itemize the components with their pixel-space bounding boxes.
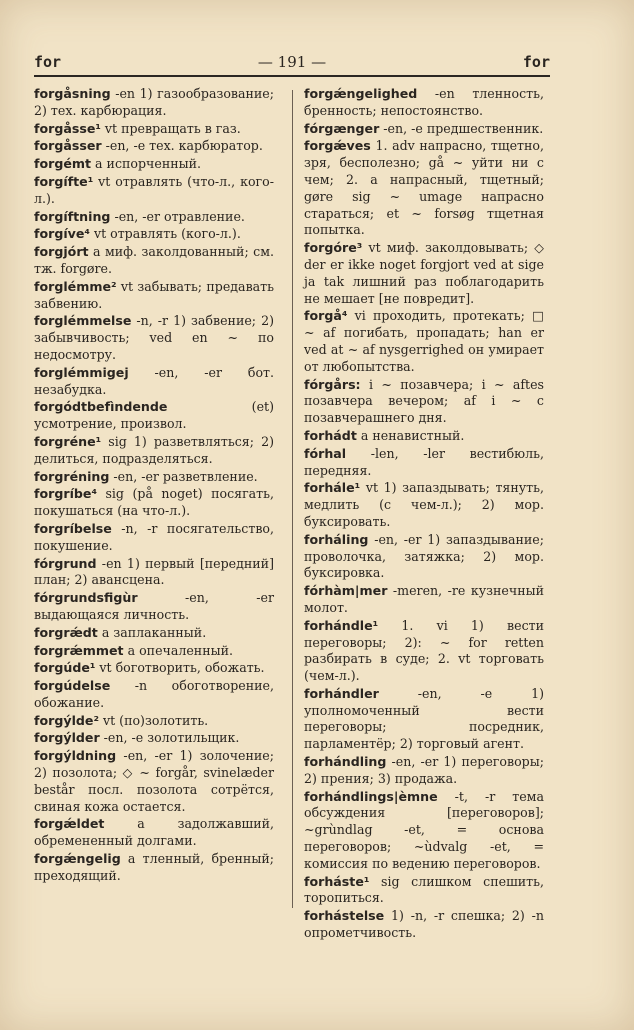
entry-headword: forgǽngelighed (304, 86, 418, 101)
entry-headword: forgréne¹ (34, 433, 102, 449)
entry-definition: vt отравлять (кого-л.). (89, 226, 241, 242)
entry-headword: fórgrund (34, 555, 97, 571)
dictionary-entry (34, 399, 274, 433)
entry-definition: vt отравлять (что-л., кого-л.). (34, 173, 274, 206)
entry-headword: forgúde¹ (34, 660, 96, 676)
dictionary-entry (34, 556, 274, 590)
entry-headword: forgríbe⁴ (34, 486, 97, 502)
entry-definition: (et) усмотрение, произвол. (34, 399, 274, 432)
entry-definition: -en, -er 1) переговоры; 2) прения; 3) продажа. (304, 754, 544, 786)
entry-definition: sig (på noget) посягать, покушаться (на что-л.). (34, 486, 274, 519)
entry-definition: a опечаленный. (123, 642, 234, 658)
entry-headword: forgå⁴ (304, 308, 348, 324)
entry-headword: forgríbelse (34, 520, 112, 536)
dictionary-entry (34, 138, 274, 155)
entry-definition: -t, -r тема обсуждения [переговоров]; ~grùndlag -et, = основа переговоров; ~ùdvalg -et, = комиссия по ведению переговоров. (304, 788, 544, 871)
entry-definition: -en 1) газообразование; 2) тех. карбюрация. (34, 86, 274, 118)
dictionary-entry (304, 618, 544, 685)
entry-headword: forgåsse¹ (34, 120, 101, 136)
entry-definition: -en, -er бот. незабудка. (34, 364, 274, 397)
column-divider (292, 90, 293, 908)
entry-headword: fórgænger (304, 120, 380, 136)
dictionary-entry (304, 240, 544, 307)
entry-definition: vt боготворить, обожать. (95, 660, 265, 676)
entry-headword: fórgårs: (304, 376, 361, 392)
entry-definition: -n, -r посягательство, покушение. (34, 520, 274, 553)
entry-definition: -en, -er разветвление. (109, 468, 258, 484)
dictionary-entry (34, 730, 274, 747)
dictionary-entry (34, 713, 274, 730)
entry-definition: -n обоготворение, обожание. (34, 678, 274, 710)
entry-headword: forhástelse (304, 908, 385, 924)
entry-definition: -en, -e тех. карбюратор. (101, 138, 263, 154)
dictionary-entry (34, 86, 274, 120)
entry-definition: vt превращать в газ. (100, 120, 241, 136)
entry-headword: forgýlde² (34, 712, 99, 728)
dictionary-entry (34, 748, 274, 815)
dictionary-entry (34, 851, 274, 885)
dictionary-entry (304, 874, 544, 908)
entry-headword: forgífte¹ (34, 173, 94, 189)
entry-headword: forgjórt (34, 244, 89, 260)
entry-definition: -en, -e золотильщик. (99, 730, 240, 746)
dictionary-entry (34, 244, 274, 278)
entry-headword: forhándling (304, 754, 387, 770)
left-running-head: for (34, 53, 62, 71)
dictionary-entry (34, 365, 274, 399)
dictionary-entry (304, 86, 544, 120)
dictionary-entry (34, 521, 274, 555)
entry-definition: a испорченный. (91, 156, 202, 172)
entry-definition: 1. vi 1) вести переговоры; 2): ~ for retten разбирать в суде; 2. vt торговать (чем-л.). (304, 617, 544, 684)
entry-headword: fórhàm|mer (304, 583, 388, 599)
entry-headword: forgåsning (34, 86, 111, 101)
dictionary-entry (34, 121, 274, 138)
dictionary-entry (34, 209, 274, 226)
entry-headword: forglémme² (34, 278, 117, 294)
dictionary-entry (34, 279, 274, 313)
entry-definition: -en тленность, бренность; непостоянство. (304, 86, 544, 118)
entry-headword: forgóre³ (304, 240, 363, 256)
entry-definition: a миф. заколдованный; см. тж. forgøre. (34, 244, 274, 276)
entry-headword: forgíve⁴ (34, 226, 90, 242)
entry-headword: forgúdelse (34, 678, 111, 694)
dictionary-entry (34, 469, 274, 486)
entry-definition: a тленный, бренный; преходящий. (34, 851, 274, 883)
entry-headword: forgåsser (34, 138, 102, 154)
entry-headword: forháste¹ (304, 873, 370, 889)
entry-definition: 1) -n, -r спешка; 2) -n опрометчивость. (304, 908, 544, 941)
dictionary-entry (34, 486, 274, 520)
left-column (34, 86, 274, 886)
entry-headword: forgrǽmmet (34, 642, 124, 658)
entry-definition: -en, -e 1) уполномоченный вести переговоры; посредник, парламентёр; 2) торговый агент. (304, 685, 544, 752)
entry-definition: -en, -e предшественник. (379, 120, 544, 136)
entry-definition: 1. adv напрасно, тщетно, зря, бесполезно; gå ~ уйти ни с чем; 2. a напрасный, тщетный; gøre sig ~ umage напрасно стараться; et ~ forsøg тщетная попытка. (304, 138, 544, 238)
right-column (304, 86, 544, 943)
entry-headword: forhádt (304, 427, 357, 443)
header-rule (34, 75, 550, 77)
entry-headword: forgǽldet (34, 816, 105, 832)
entry-headword: forgýlder (34, 730, 100, 746)
dictionary-entry (304, 446, 544, 480)
entry-headword: forhándle¹ (304, 617, 379, 633)
entry-definition: sig слишком спешить, торопиться. (304, 873, 544, 906)
dictionary-entry (304, 480, 544, 530)
dictionary-entry (304, 308, 544, 375)
dictionary-entry (304, 789, 544, 873)
entry-definition: -en, -er 1) золочение; 2) позолота; ◇ ~ forgår, svinelæder består посл. позолота сотрётся, свиная кожа остается. (34, 748, 274, 814)
entry-headword: forglémmigej (34, 364, 129, 380)
entry-headword: forgǽves (304, 138, 371, 154)
dictionary-entry (304, 754, 544, 788)
entry-definition: sig 1) разветвляться; 2) делиться, подразделяться. (34, 433, 274, 466)
dictionary-entry (34, 625, 274, 642)
page-number: — 191 — (257, 53, 327, 71)
entry-definition: vi проходить, протекать; □ ~ af погибать, пропадать; han er ved at ~ af nysgerrighed он умирает от любопытства. (304, 308, 544, 374)
dictionary-entry (34, 434, 274, 468)
dictionary-entry (304, 377, 544, 427)
entry-headword: forglémmelse (34, 313, 132, 329)
dictionary-entry (304, 138, 544, 239)
entry-headword: forgréning (34, 468, 110, 484)
entry-headword: forgýldning (34, 748, 117, 764)
entry-definition: -en 1) первый [передний] план; 2) авансцена. (34, 555, 274, 588)
entry-headword: fórgrundsfigùr (34, 590, 138, 606)
entry-definition: i ~ позавчера; i ~ aftes позавчера вечером; af i ~ с позавчерашнего дня. (304, 376, 544, 426)
dictionary-entry (304, 908, 544, 942)
dictionary-entry (304, 121, 544, 138)
dictionary-entry (34, 226, 274, 243)
entry-definition: a ненавистный. (356, 427, 465, 443)
entry-headword: forhándler (304, 685, 379, 701)
entry-definition: vt забывать; предавать забвению. (34, 278, 274, 311)
entry-headword: forháling (304, 531, 369, 547)
entry-definition: -len, -ler вестибюль, передняя. (304, 445, 544, 478)
dictionary-entry (34, 590, 274, 624)
entry-definition: -n, -r 1) забвение; 2) забывчивость; ved en ~ по недосмотру. (34, 313, 274, 362)
dictionary-entry (304, 428, 544, 445)
dictionary-entry (304, 532, 544, 582)
entry-definition: -meren, -re кузнечный молот. (304, 583, 544, 615)
entry-definition: vt 1) запаздывать; тянуть, медлить (с чем-л.); 2) мор. буксировать. (304, 480, 544, 529)
dictionary-entry (34, 156, 274, 173)
page-header (34, 50, 550, 74)
dictionary-entry (304, 583, 544, 617)
entry-definition: a задолжавший, обремененный долгами. (34, 816, 274, 849)
dictionary-entry (304, 686, 544, 753)
right-running-head: for (522, 53, 550, 71)
entry-headword: forgǽngelig (34, 851, 121, 867)
entry-definition: -en, -er 1) запаздывание; проволочка, затяжка; 2) мор. буксировка. (304, 531, 544, 581)
entry-headword: fórhal (304, 445, 347, 461)
dictionary-entry (34, 174, 274, 208)
dictionary-entry (34, 313, 274, 363)
entry-definition: vt миф. заколдовывать; ◇ der er ikke noget forgjort ved at sige ja tak лишний раз поблагодарить не мешает [не повредит]. (304, 240, 544, 306)
dictionary-entry (34, 678, 274, 712)
entry-definition: vt (по)золотить. (98, 712, 209, 728)
entry-definition: -en, -er выдающаяся личность. (34, 590, 274, 622)
entry-headword: forhándlings|èmne (304, 788, 438, 804)
dictionary-entry (34, 816, 274, 850)
dictionary-entry (34, 643, 274, 660)
dictionary-entry (34, 660, 274, 677)
entry-headword: forgémt (34, 156, 92, 172)
entry-definition: a заплаканный. (97, 624, 207, 640)
entry-headword: forhále¹ (304, 480, 361, 496)
entry-definition: -en, -er отравление. (110, 208, 245, 224)
entry-headword: forgrǽdt (34, 624, 98, 640)
entry-headword: forgíftning (34, 208, 111, 224)
entry-headword: forgódtbefìndende (34, 399, 168, 415)
